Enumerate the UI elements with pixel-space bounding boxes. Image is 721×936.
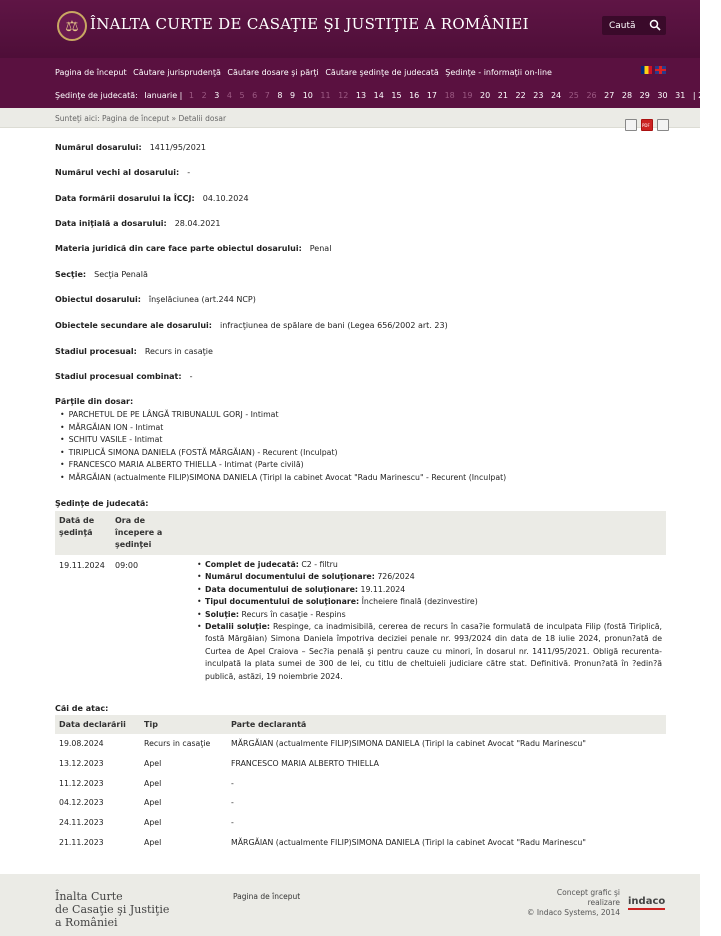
col-appeal-type: Tip [140, 715, 227, 734]
nav-hearings-online[interactable]: Şedinţe - informaţii on-line [445, 68, 552, 77]
party-item: • MĂRGĂIAN ION - Intimat [60, 422, 506, 435]
hearing-date: 19.11.2024 [59, 561, 105, 570]
procedural-stage-field [55, 347, 213, 356]
day-31[interactable]: 31 [675, 91, 686, 100]
combined-stage-field [55, 372, 192, 381]
day-22[interactable]: 22 [515, 91, 526, 100]
appeal-date: 19.08.2024 [59, 739, 104, 749]
party-item: • SCHITU VASILE - Intimat [60, 434, 506, 447]
english-flag-icon[interactable] [655, 66, 666, 74]
day-5: 5 [239, 91, 245, 100]
case-object-field [55, 295, 256, 304]
detail-doc-number-label: Numărul documentului de soluţionare: [205, 572, 375, 582]
initial-date-label: Data iniţială a dosarului: [55, 219, 167, 228]
footer-credit-line3: © Indaco Systems, 2014 [526, 908, 620, 917]
footer-credit-line1: Concept grafic şi [556, 888, 620, 897]
month-label[interactable]: Ianuarie | [144, 91, 183, 100]
day-7: 7 [264, 91, 270, 100]
day-25: 25 [568, 91, 579, 100]
day-15[interactable]: 15 [391, 91, 402, 100]
detail-solution-label: Soluţie: [205, 609, 240, 619]
detail-doc-date [197, 584, 662, 596]
hearings-header-row [55, 511, 666, 555]
old-case-number-label: Numărul vechi al dosarului: [55, 168, 180, 177]
old-case-number-value: - [187, 168, 191, 177]
hearings-table [55, 511, 666, 687]
col-hearing-time: Ora de începere a şedinţei [111, 511, 183, 555]
party-item: • TIRIPLICĂ SIMONA DANIELA (FOSTĂ MĂRGĂIAN) - Recurent (Inculpat) [60, 447, 506, 460]
footer-title-line1: Înalta Curte [55, 890, 123, 903]
day-1: 1 [188, 91, 195, 100]
indaco-logo[interactable]: indaco [628, 896, 665, 910]
site-footer [0, 874, 700, 936]
footer-credit [520, 888, 620, 918]
appeal-type: Recurs in casaţie [144, 739, 211, 749]
case-number-field [55, 143, 206, 152]
search-icon[interactable] [649, 19, 661, 31]
site-title[interactable]: ÎNALTA CURTE DE CASAŢIE ŞI JUSTIŢIE A ROMÂNIEI [90, 15, 529, 33]
day-27[interactable]: 27 [604, 91, 615, 100]
detail-solution-value: Recurs în casaţie - Respins [241, 609, 346, 619]
document-icon[interactable] [657, 119, 669, 131]
day-4: 4 [226, 91, 232, 100]
col-hearing-date: Dată de şedinţă [55, 511, 111, 555]
appeal-date: 24.11.2023 [59, 818, 104, 828]
search-button[interactable] [602, 16, 666, 35]
procedural-stage-label: Stadiul procesual: [55, 347, 137, 356]
detail-panel-label: Complet de judecată: [205, 560, 299, 569]
case-number-label: Numărul dosarului: [55, 143, 142, 152]
nav-home[interactable]: Pagina de început [55, 68, 127, 77]
combined-stage-value: - [189, 372, 193, 381]
day-18: 18 [444, 91, 455, 100]
hearing-details-list [187, 559, 662, 683]
detail-doc-date-value: 19.11.2024 [360, 584, 406, 594]
day-11: 11 [320, 91, 331, 100]
day-13[interactable]: 13 [355, 91, 367, 100]
day-20[interactable]: 20 [480, 91, 491, 100]
appeal-party: - [231, 818, 234, 828]
detail-doc-type-label: Tipul documentului de soluţionare: [205, 597, 360, 607]
appeal-type: Apel [144, 778, 162, 788]
footer-title-line2: de Casaţie şi Justiţie [55, 903, 170, 916]
formation-date-field [55, 194, 249, 203]
appeal-type: Apel [144, 759, 162, 769]
hearing-days-bar [55, 91, 721, 100]
footer-title [55, 890, 169, 929]
detail-doc-date-label: Data documentului de soluţionare: [205, 584, 359, 594]
detail-solution-text-value: Respinge, ca inadmisibilă, cererea de recurs în casa?ie formulată de inculpata Filip (fostă Tiriplică, fostă Mărgăian) Simona Daniela împotriva deciziei penale nr. 993/2024 din data de 18 iulie 2024, pronun?ată de Curtea de Apel Craiova – Sec?ia penală şi pentru cauze cu minori, în dosarul nr. 1411/95/2021. Obligă recurenta-inculpată la plata sumei de 300 de lei, cu titlu de cheltuieli judiciare către stat. Definitivă. Pronun?ată în ?edin?ă publică, astăzi, 19 noiembrie 2024. [205, 622, 662, 681]
scales-icon[interactable]: ⚖ [57, 11, 87, 41]
combined-stage-label: Stadiul procesual combinat: [55, 372, 182, 381]
detail-solution-text-label: Detalii soluţie: [205, 622, 270, 632]
breadcrumb[interactable]: Sunteţi aici: Pagina de început » Detalii dosar [55, 114, 227, 123]
appeal-party: MĂRGĂIAN (actualmente FILIP)SIMONA DANIELA (Tiripl la cabinet Avocat "Radu Marinescu" [231, 739, 586, 749]
day-30[interactable]: 30 [657, 91, 668, 100]
day-23[interactable]: 23 [533, 91, 544, 100]
romanian-flag-icon[interactable] [641, 66, 652, 74]
appeal-type: Apel [144, 818, 162, 828]
footer-home-link[interactable]: Pagina de început [233, 892, 301, 901]
language-switcher [641, 66, 666, 74]
appeal-type: Apel [144, 798, 162, 808]
day-3[interactable]: 3 [214, 91, 220, 100]
day-26: 26 [586, 91, 597, 100]
initial-date-field [55, 219, 221, 228]
procedural-stage-value: Recurs in casaţie [144, 347, 213, 356]
hearing-days-label: Şedinţe de judecată: [55, 91, 138, 100]
detail-panel-value: C2 - filtru [301, 560, 338, 569]
day-24[interactable]: 24 [550, 91, 562, 100]
table-row [55, 793, 666, 813]
initial-date-value: 28.04.2021 [174, 219, 221, 228]
secondary-objects-field [55, 321, 448, 330]
footer-credit-line2: realizare [587, 898, 620, 907]
legal-matter-value: Penal [309, 244, 332, 253]
old-case-number-field [55, 168, 190, 177]
hearing-details-cell [183, 555, 666, 687]
pdf-icon[interactable] [641, 119, 653, 131]
detail-doc-type [197, 596, 662, 608]
appeal-date: 04.12.2023 [59, 798, 104, 808]
site-header [0, 0, 719, 108]
hearing-time: 09:00 [115, 561, 139, 570]
party-item: • MĂRGĂIAN (actualmente FILIP)SIMONA DANIELA (Tiripl la cabinet Avocat "Radu Marinescu" - Recurent (Inculpat) [60, 472, 506, 485]
detail-solution [197, 609, 662, 621]
nav-cases-search[interactable]: Căutare dosare şi părţi [227, 68, 319, 77]
col-appeal-party: Parte declarantă [227, 715, 666, 734]
party-item: • PARCHETUL DE PE LÂNGĂ TRIBUNALUL GORJ - Intimat [60, 409, 506, 422]
search-label: Caută [609, 20, 636, 31]
detail-solution-text [197, 621, 662, 683]
detail-panel [197, 559, 662, 571]
party-item: • FRANCESCO MARIA ALBERTO THIELLA - Intimat (Parte civilă) [60, 459, 506, 472]
detail-doc-number-value: 726/2024 [377, 572, 415, 582]
formation-date-label: Data formării dosarului la ÎCCJ: [55, 194, 195, 203]
formation-date-value: 04.10.2024 [202, 194, 249, 203]
table-row [55, 773, 666, 793]
day-6: 6 [252, 91, 258, 100]
table-row [55, 754, 666, 774]
appeals-table [55, 715, 666, 852]
table-row [55, 555, 666, 687]
detail-doc-number [197, 571, 662, 583]
day-16[interactable]: 16 [409, 91, 420, 100]
day-28[interactable]: 28 [621, 91, 633, 100]
parties-list [60, 409, 506, 485]
page-tools [625, 119, 669, 131]
day-19: 19 [462, 91, 473, 100]
table-row [55, 734, 666, 754]
year-label[interactable]: | 2025 [692, 91, 719, 100]
secondary-objects-value: infracţiunea de spălare de bani (Legea 656/2002 art. 23) [220, 321, 448, 330]
day-2: 2 [201, 91, 207, 100]
section-value: Secţia Penală [94, 270, 148, 279]
case-number-value: 1411/95/2021 [149, 143, 206, 152]
parties-title: Părţile din dosar: [55, 397, 134, 406]
day-10[interactable]: 10 [302, 91, 313, 100]
day-29[interactable]: 29 [639, 91, 650, 100]
appeals-header-row [55, 715, 666, 734]
breadcrumb-bar [0, 108, 700, 128]
secondary-objects-label: Obiectele secundare ale dosarului: [55, 321, 212, 330]
appeal-party: - [231, 798, 234, 808]
appeal-date: 11.12.2023 [59, 778, 104, 788]
section-label: Secţie: [55, 270, 87, 279]
hearings-title: Şedinţe de judecată: [55, 499, 149, 508]
appeal-party: FRANCESCO MARIA ALBERTO THIELLA [231, 759, 379, 769]
appeal-date: 21.11.2023 [59, 837, 104, 847]
appeal-type: Apel [144, 837, 162, 847]
section-field [55, 270, 148, 279]
col-appeal-date: Data declarării [55, 715, 140, 734]
footer-title-line3: a României [55, 916, 118, 929]
appeal-party: - [231, 778, 234, 788]
appeal-date: 13.12.2023 [59, 759, 104, 769]
nav-jurisprudence[interactable]: Căutare jurisprudenţă [133, 68, 221, 77]
day-17[interactable]: 17 [426, 91, 438, 100]
nav-hearings-search[interactable]: Căutare şedinţe de judecată [325, 68, 439, 77]
day-8[interactable]: 8 [277, 91, 283, 100]
table-row [55, 813, 666, 833]
appeal-party: MĂRGĂIAN (actualmente FILIP)SIMONA DANIELA (Tiripl la cabinet Avocat "Radu Marinescu" [231, 837, 586, 847]
col-hearing-details [183, 511, 666, 555]
day-9[interactable]: 9 [290, 91, 296, 100]
appeals-title: Căi de atac: [55, 704, 109, 713]
day-14[interactable]: 14 [373, 91, 384, 100]
legal-matter-field [55, 244, 331, 253]
print-icon[interactable] [625, 119, 637, 131]
main-nav [55, 68, 556, 77]
case-object-value: înşelăciunea (art.244 NCP) [148, 295, 256, 304]
detail-doc-type-value: Încheiere finală (dezinvestire) [361, 597, 478, 607]
table-row [55, 832, 666, 852]
day-12: 12 [338, 91, 349, 100]
legal-matter-label: Materia juridică din care face parte obiectul dosarului: [55, 244, 302, 253]
day-21[interactable]: 21 [497, 91, 508, 100]
case-object-label: Obiectul dosarului: [55, 295, 141, 304]
